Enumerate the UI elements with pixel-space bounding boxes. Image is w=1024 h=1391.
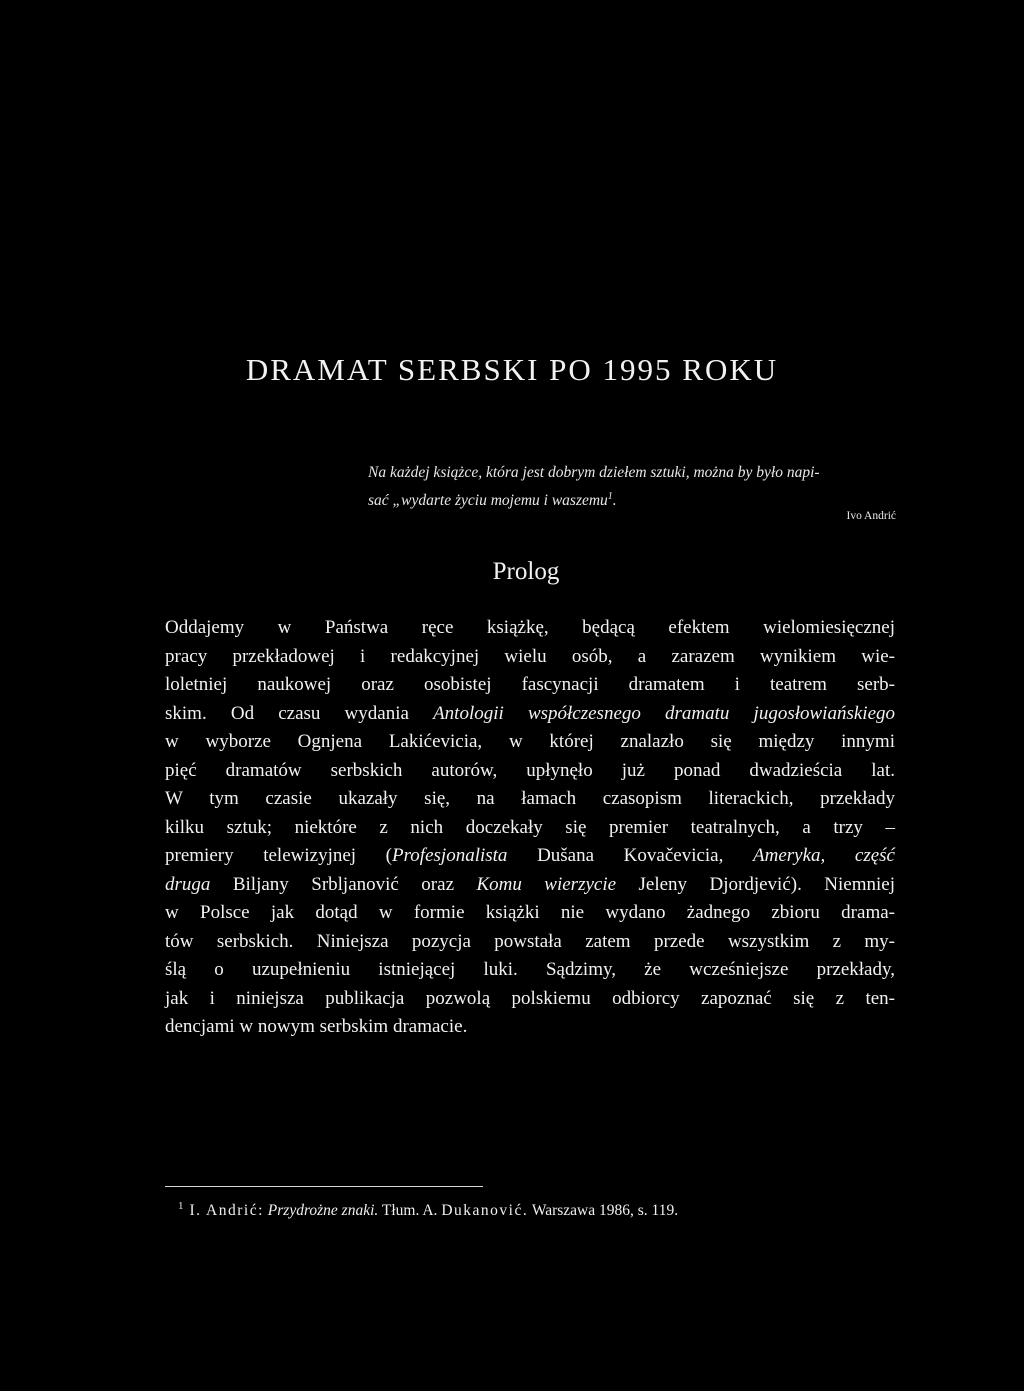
body-line <box>165 956 895 985</box>
footnote-work-title: Przydrożne znaki. <box>267 1202 379 1220</box>
body-text-segment: kilku sztuk; niektóre z nich doczekały się premier teatralnych, a trzy – <box>165 816 895 838</box>
footnote-translator: Dukanović. <box>441 1202 529 1220</box>
body-line <box>165 871 895 900</box>
body-text-segment: Oddajemy w Państwa ręce książkę, będącą efektem wielomiesięcznej <box>165 617 895 638</box>
body-line <box>165 757 895 786</box>
body-text-segment: pięć dramatów serbskich autorów, upłynęło już ponad dwadzieścia lat. <box>165 759 895 781</box>
body-text-segment: ślą o uzupełnieniu istniejącej luki. Sądzimy, że wcześniejsze przekłady, <box>165 959 895 980</box>
body-text-segment: premiery telewizyjnej ( <box>165 845 393 866</box>
body-line <box>165 842 895 871</box>
body-line <box>165 728 895 757</box>
footnote-author: I. Andrić: <box>189 1202 264 1220</box>
footnote-reference: 1 <box>607 491 613 502</box>
body-paragraph <box>165 614 895 1042</box>
body-line <box>165 643 895 672</box>
body-text-segment: jak i niniejsza publikacja pozwolą polskiemu odbiorcy zapoznać się z ten- <box>165 987 895 1009</box>
body-line <box>165 928 895 957</box>
body-text-segment: skim. Od czasu wydania <box>165 702 434 724</box>
footnote-mark: 1 <box>178 1200 184 1212</box>
body-text-segment: loletniej naukowej oraz osobistej fascynacji dramatem i teatrem serb- <box>165 674 895 695</box>
body-text-segment: w Polsce jak dotąd w formie książki nie wydano żadnego zbioru drama- <box>165 902 895 923</box>
epigraph-line-2: sać „wydarte życiu mojemu i waszemu <box>368 492 608 510</box>
epigraph-end: . <box>612 492 617 510</box>
body-text-segment: tów serbskich. Niniejsza pozycja powstała zatem przede wszystkim z my- <box>165 930 895 952</box>
epigraph-author: Ivo Andrić <box>846 510 896 522</box>
page-title: DRAMAT SERBSKI PO 1995 ROKU <box>245 352 779 387</box>
body-line <box>165 700 895 729</box>
footnote-translation-prefix: Tłum. A. <box>381 1202 438 1220</box>
body-text-segment: W tym czasie ukazały się, na łamach czasopism literackich, przekłady <box>165 788 895 809</box>
footnote <box>178 1195 898 1222</box>
body-line <box>165 785 895 814</box>
body-text-segment: w wyborze Ognjena Lakićevicia, w której znalazło się między innymi <box>165 731 895 752</box>
body-line <box>165 985 895 1014</box>
section-heading: Prolog <box>492 558 560 585</box>
italic-title: Antologii współczesnego dramatu jugosłowiańskiego <box>433 702 896 724</box>
epigraph-line-1: Na każdej książce, która jest dobrym dziełem sztuki, można by było napi- <box>368 464 820 481</box>
footnote-publication: Warszawa 1986, s. 119. <box>531 1202 679 1220</box>
epigraph <box>368 461 896 513</box>
body-line <box>165 899 895 928</box>
body-text-segment: Jeleny Djordjević). Niemniej <box>616 873 895 895</box>
italic-title: druga <box>165 873 211 895</box>
body-line <box>165 1013 895 1042</box>
body-text-segment: Dušana Kovačevicia, <box>507 845 753 866</box>
body-text-segment: dencjami w nowym serbskim dramacie. <box>165 1016 468 1037</box>
body-line <box>165 614 895 643</box>
italic-title: Profesjonalista <box>392 845 508 866</box>
body-text-segment: pracy przekładowej i redakcyjnej wielu osób, a zarazem wynikiem wie- <box>165 645 895 667</box>
body-text-segment: Biljany Srbljanović oraz <box>210 873 477 895</box>
italic-title: Komu wierzycie <box>476 873 617 895</box>
body-line <box>165 671 895 700</box>
italic-title: Ameryka, część <box>753 845 895 866</box>
body-line <box>165 814 895 843</box>
footnote-divider <box>165 1186 483 1187</box>
